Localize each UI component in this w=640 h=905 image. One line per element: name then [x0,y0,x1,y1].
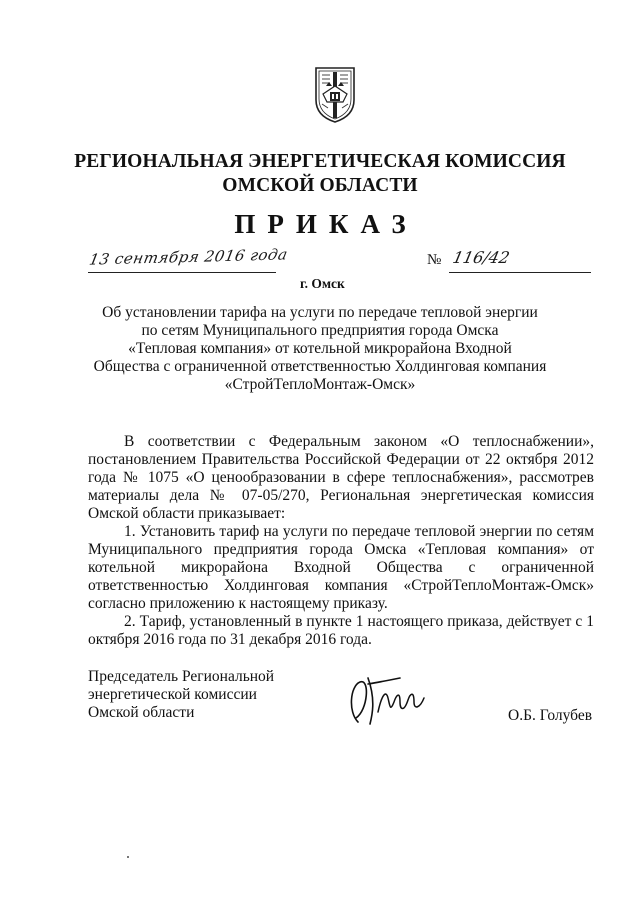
date-field [87,245,290,273]
order-body [88,433,594,649]
order-number [427,248,591,272]
subject-line-1: Об установлении тарифа на услуги по передаче тепловой энергии [102,304,538,321]
scan-speck [127,856,129,858]
document-type: ПРИКАЗ [234,209,418,239]
signatory-title-line-2: энергетической комиссии [88,686,257,703]
signatory-title-line-1: Председатель Региональной [88,668,275,685]
subject-line-3: «Тепловая компания» от котельной микрорайона Входной [128,340,512,357]
coat-of-arms-icon [314,66,356,124]
handwritten-date: 13 сентября 2016 года [87,245,290,269]
handwritten-number: 116/42 [450,248,512,267]
preamble-paragraph: В соответствии с Федеральным законом «О теплоснабжении», постановлением Правительства Российской Федерации от 22 октября 2012 года № 1075 «О ценообразовании в сфере теплоснабжения», рассмотрев материалы дела № 07-05/270, Региональная энергетическая комиссия Омской области приказывает: [88,433,594,522]
signatory-title-line-3: Омской области [88,704,195,721]
number-sign: № [427,252,442,268]
organization-name [0,150,640,198]
org-line-1: РЕГИОНАЛЬНАЯ ЭНЕРГЕТИЧЕСКАЯ КОМИССИЯ [74,151,566,172]
clause-1-paragraph: 1. Установить тариф на услуги по передаче тепловой энергии по сетям Муниципального предприятия города Омска «Тепловая компания» от котельной микрорайона Входной Общества с ограниченной ответственностью Холдинговая компания «СтройТеплоМонтаж-Омск» согласно приложению к настоящему приказу. [88,523,594,612]
org-line-2: ОМСКОЙ ОБЛАСТИ [222,175,418,196]
signatory-title [88,668,274,722]
signer-name: О.Б. Голубев [508,707,593,724]
city: г. Омск [300,276,345,291]
subject-line-4: Общества с ограниченной ответственностью Холдинговая компания [93,358,547,375]
clause-2-paragraph: 2. Тариф, установленный в пункте 1 настоящего приказа, действует с 1 октября 2016 года по 31 декабря 2016 года. [88,613,594,648]
handwritten-signature-icon [344,672,434,728]
subject-line-5: «СтройТеплоМонтаж-Омск» [224,376,416,393]
subject-line-2: по сетям Муниципального предприятия города Омска [141,322,499,339]
order-subject [0,304,640,394]
